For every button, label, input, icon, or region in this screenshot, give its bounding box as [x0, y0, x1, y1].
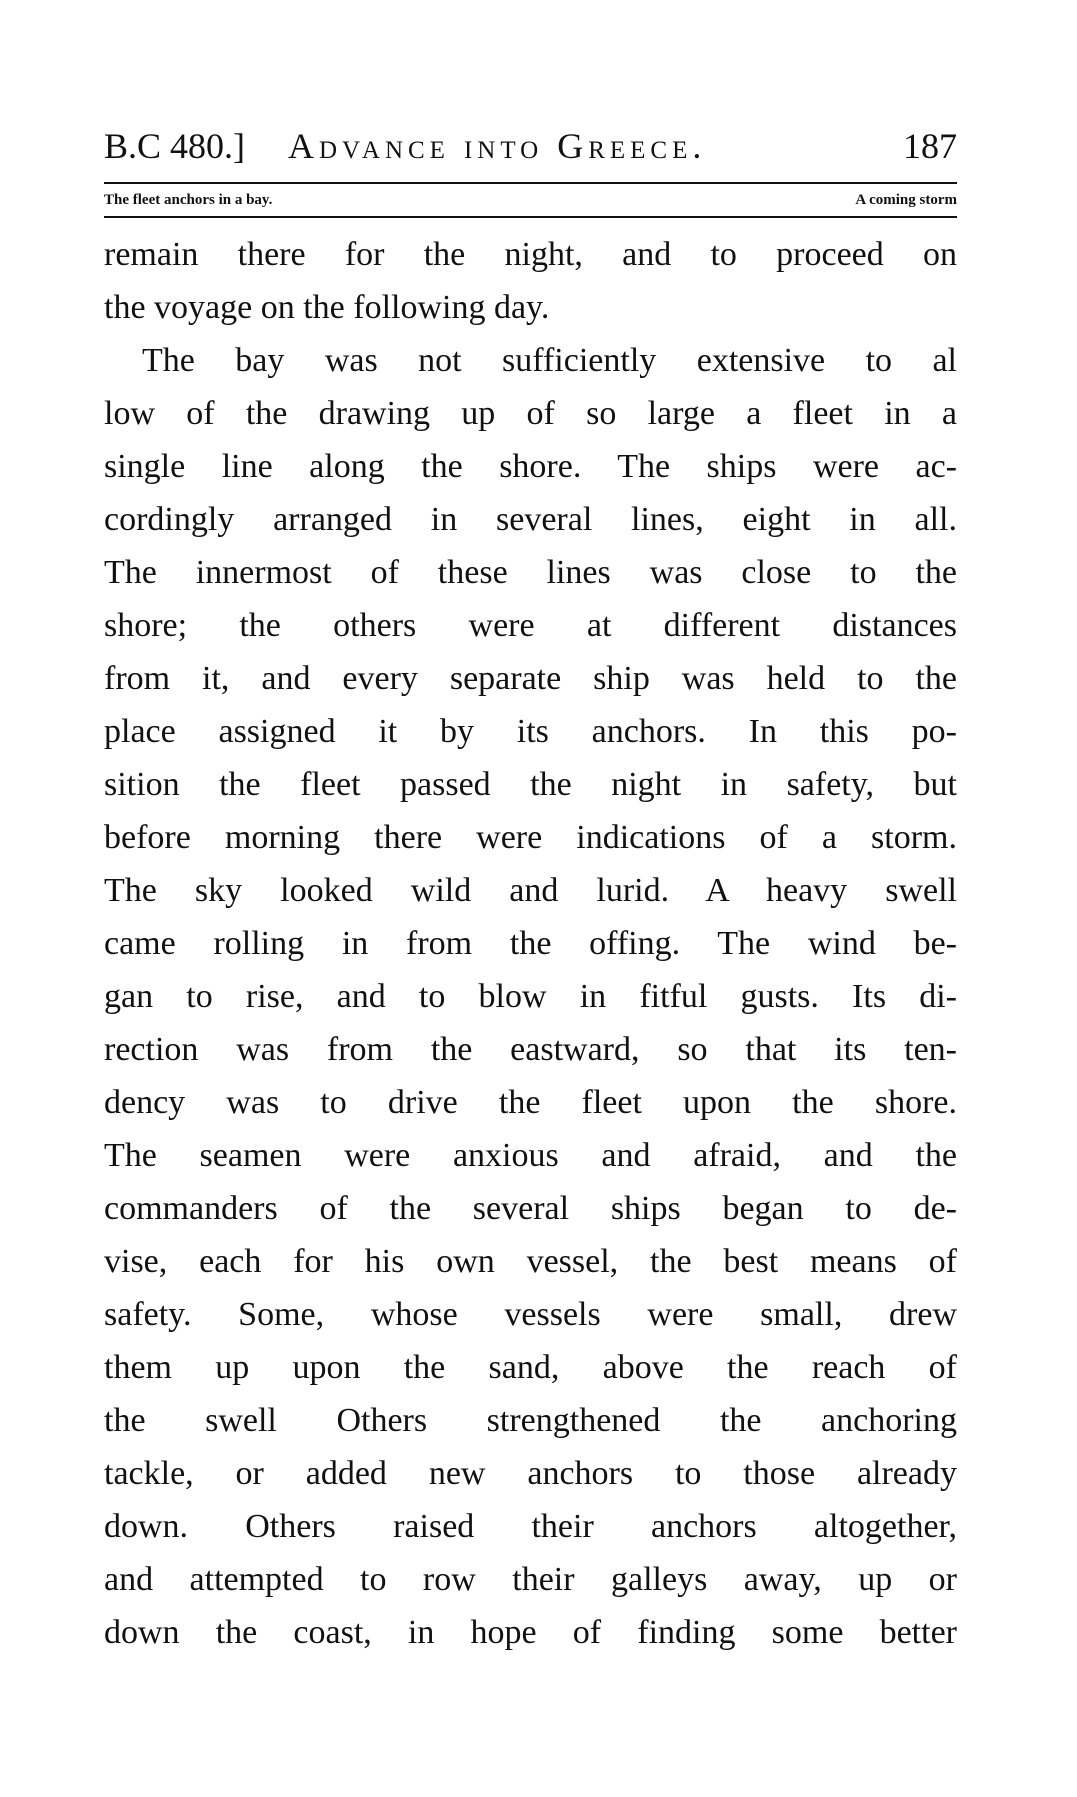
text-line: came rolling in from the offing. The wind be- — [104, 925, 957, 962]
text-line: The bay was not sufficiently extensive to al — [142, 342, 957, 379]
text-line: the swell Others strengthened the anchoring — [104, 1402, 957, 1439]
text-line: tackle, or added new anchors to those already — [104, 1455, 957, 1492]
text-line: sition the fleet passed the night in safety, but — [104, 766, 957, 803]
text-line: dency was to drive the fleet upon the shore. — [104, 1084, 957, 1121]
text-line: shore; the others were at different distances — [104, 607, 957, 644]
subheading-right: A coming storm — [855, 192, 957, 208]
text-line: place assigned it by its anchors. In this po- — [104, 713, 957, 750]
text-line: single line along the shore. The ships were ac- — [104, 448, 957, 485]
text-line: the voyage on the following day. — [104, 289, 550, 326]
subheading-left: The fleet anchors in a bay. — [104, 192, 273, 208]
text-line: vise, each for his own vessel, the best means of — [104, 1243, 957, 1280]
text-line: them up upon the sand, above the reach of — [104, 1349, 957, 1386]
text-line: The sky looked wild and lurid. A heavy swell — [104, 872, 957, 909]
text-line: cordingly arranged in several lines, eight in all. — [104, 501, 957, 538]
text-line: before morning there were indications of a storm. — [104, 819, 957, 856]
text-line: gan to rise, and to blow in fitful gusts. Its di- — [104, 978, 957, 1015]
text-line: The seamen were anxious and afraid, and the — [104, 1137, 957, 1174]
paragraph — [104, 334, 957, 1659]
text-line: and attempted to row their galleys away, up or — [104, 1561, 957, 1598]
text-line: rection was from the eastward, so that its ten- — [104, 1031, 957, 1068]
running-head — [104, 122, 957, 170]
text-line: from it, and every separate ship was held to the — [104, 660, 957, 697]
header-rule-top — [104, 182, 957, 184]
book-page — [104, 122, 957, 1659]
text-line: The innermost of these lines was close to the — [104, 554, 957, 591]
text-line: remain there for the night, and to proceed on — [104, 236, 957, 273]
text-line: safety. Some, whose vessels were small, drew — [104, 1296, 957, 1333]
paragraph-continued — [104, 228, 957, 334]
running-head-title: Advance into Greece. — [288, 126, 707, 166]
text-line: low of the drawing up of so large a fleet in a — [104, 395, 957, 432]
marginal-subheading — [104, 187, 957, 213]
body-text — [104, 228, 957, 1659]
header-rule-bottom — [104, 216, 957, 218]
text-line: down the coast, in hope of finding some better — [104, 1614, 957, 1651]
text-line: commanders of the several ships began to de- — [104, 1190, 957, 1227]
text-line: down. Others raised their anchors altogether, — [104, 1508, 957, 1545]
running-head-date: B.C 480.] — [104, 126, 246, 166]
page-number: 187 — [903, 126, 957, 166]
